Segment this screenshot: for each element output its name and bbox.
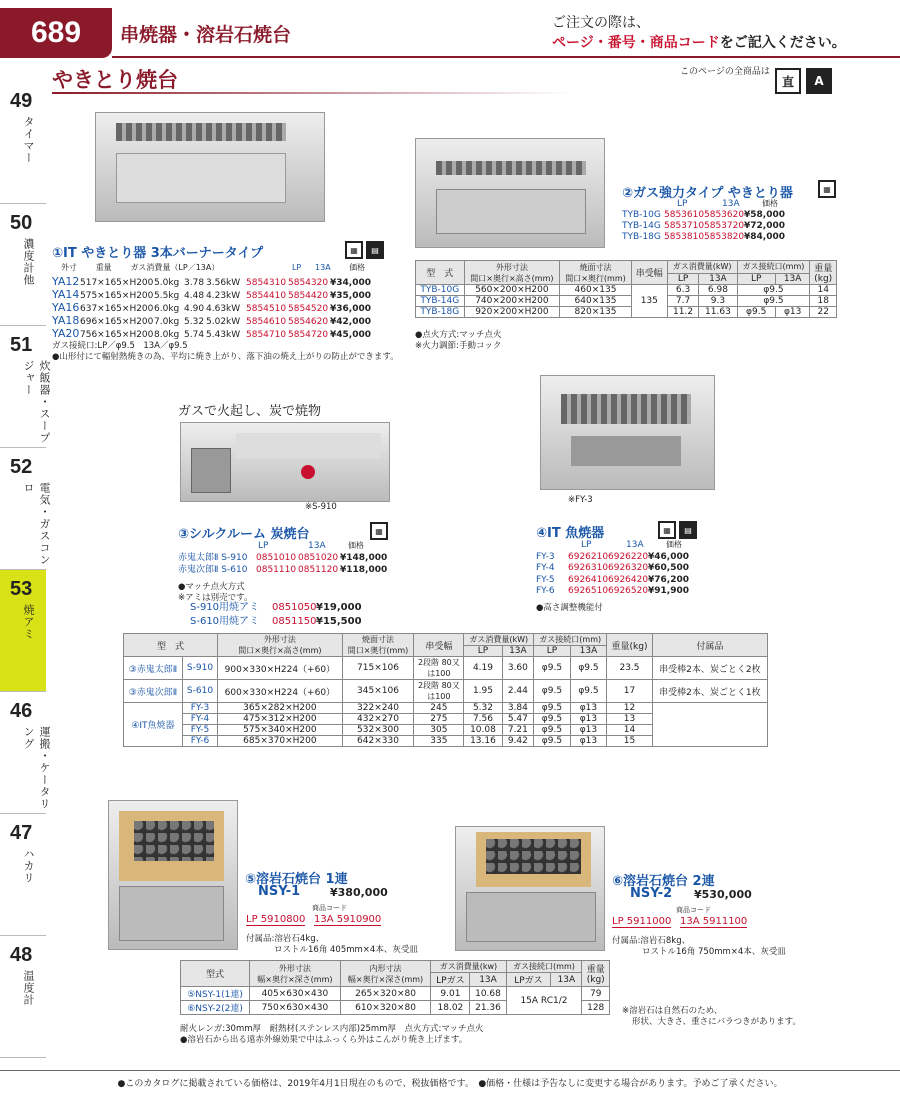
spec-table-3-4: 型 式 外形寸法 間口×奥行×高さ(mm) 焼面寸法 間口×奥行(mm) 串受幅 ガス消費量(kW) ガス接続口(mm) 重量(kg) 付属品 LP 13A LP 13A ③赤鬼太郎Ⅱ S-910 900×330×H224（+60） 715×106 2段階 80又は100 4.19 3.60 φ9.5 φ9.5 23.5 串受棒2本、炭ごとく2枚 ③赤鬼次郎Ⅱ S-610 600×330×H224（+60） 345×106 2段階 80又は100 1.95 2.44 φ9.5 φ9.5 17 串受棒2本、炭ごとく1枚 ④IT魚焼器 FY-3 365×282×H200 322×240 245 5.32 3.84 φ9.5 φ13 12 FY-4 475×312×H200 432×270 275 7.56 5.47 φ9.5 φ13 13 FY-5 575×340×H200 532×300 305 10.08 7.21 φ9.5 φ13 14 FY-6 685×370×H200 642×330 335 13.16 9.42 φ9.5 φ13 15 bbox=[123, 633, 768, 747]
product-image-nsy1 bbox=[108, 800, 238, 950]
tab-density-meter[interactable] bbox=[0, 204, 46, 326]
product2-note-ignition: ●点火方式:マッチ点火 bbox=[415, 330, 502, 340]
col-header: ガス接続口(mm) bbox=[506, 961, 582, 973]
product6-accessories-detail: ロストル16角 750mm×4本、灰受皿 bbox=[642, 947, 786, 957]
tab-transport-catering[interactable] bbox=[0, 692, 51, 814]
product6-13a-code: 13A 5911100 bbox=[680, 916, 748, 927]
product6-model: NSY-2 bbox=[630, 886, 673, 901]
tab-label: タイマー bbox=[22, 116, 35, 164]
col-header: 焼面寸法 間口×奥行(mm) bbox=[342, 634, 414, 657]
product3-note-net: ※アミは別売です。 bbox=[178, 593, 253, 603]
product-image-nsy2 bbox=[455, 826, 605, 951]
col-header: ガス消費量(kw) bbox=[431, 961, 506, 973]
tab-number: 53 bbox=[10, 578, 33, 600]
product2-icon: ▦ bbox=[818, 180, 836, 198]
order-note-line2 bbox=[552, 32, 846, 52]
product4-icon-b: ▤ bbox=[679, 521, 697, 539]
product-image-tyb bbox=[415, 138, 605, 248]
product6-code-label: 商品コード bbox=[676, 906, 711, 914]
product-image-s910 bbox=[180, 422, 390, 502]
col-header: ガス消費量(kW) bbox=[464, 634, 534, 646]
product6-accessories: 付属品:溶岩石8kg、 bbox=[612, 936, 691, 946]
product5-price: ¥380,000 bbox=[330, 886, 388, 899]
table-row: TYB-10G 58536105853620¥58,000 bbox=[622, 210, 785, 220]
product5-title: ⑤溶岩石焼台 1連 bbox=[245, 872, 348, 887]
product3-net-list bbox=[190, 601, 362, 629]
product3-title: ③シルクルーム 炭焼台 bbox=[178, 527, 310, 542]
tab-number: 50 bbox=[10, 212, 33, 234]
tab-number: 52 bbox=[10, 456, 33, 478]
table-row: FY-5 575×340×H200 532×300 305 10.08 7.21 φ9.5 φ13 14 bbox=[124, 725, 768, 736]
order-note-highlight: ページ・番号・商品コード bbox=[552, 35, 720, 51]
order-note-line1: ご注文の際は、 bbox=[552, 15, 650, 31]
product3-price-list: LP 13A 価格 赤鬼太郎Ⅱ S-910 0851010 0851020 ¥148,000 赤鬼次郎Ⅱ S-610 0851110 0851120 ¥118,000 bbox=[178, 540, 393, 576]
col-header: 外形寸法 間口×奥行×高さ(mm) bbox=[218, 634, 343, 657]
tab-number: 51 bbox=[10, 334, 33, 356]
col-header: LP bbox=[291, 263, 302, 272]
col-header: 重量 (kg) bbox=[810, 261, 837, 285]
tab-timer[interactable] bbox=[0, 82, 46, 204]
table-row: FY-4 69263106926320¥60,500 bbox=[536, 563, 689, 573]
product1-note-connection: ガス接続口:LP／φ9.5 13A／φ9.5 bbox=[52, 341, 188, 351]
product-image-fy3 bbox=[540, 375, 715, 490]
list-item: S-910用焼アミ 0851050¥19,000 bbox=[190, 602, 362, 613]
tab-rice-cooker[interactable] bbox=[0, 326, 51, 448]
table-row: ③赤鬼次郎Ⅱ S-610 600×330×H224（+60） 345×106 2段階 80又は100 1.95 2.44 φ9.5 φ9.5 17 串受棒2本、炭ごとく1枚 bbox=[124, 680, 768, 703]
truck-icon: A bbox=[806, 68, 832, 94]
col-header: 串受幅 bbox=[631, 261, 667, 285]
table-row: ③赤鬼太郎Ⅱ S-910 900×330×H224（+60） 715×106 2段階 80又は100 4.19 3.60 φ9.5 φ9.5 23.5 串受棒2本、炭ごとく2枚 bbox=[124, 657, 768, 680]
page-title: 串焼器・溶岩石焼台 bbox=[120, 24, 292, 46]
product3-icon: ▦ bbox=[370, 522, 388, 540]
col-header: 型 式 bbox=[416, 261, 465, 285]
header-rule bbox=[112, 56, 900, 58]
table-row: TYB-10G 560×200×H200 460×135 135 6.3 6.98 φ9.5 14 bbox=[416, 285, 837, 296]
table-row: FY-4 475×312×H200 432×270 275 7.56 5.47 φ9.5 φ13 13 bbox=[124, 714, 768, 725]
table-row: YA18696×165×H2007.0kg 5.32 5.02kW 5854610 5854620 ¥42,000 bbox=[52, 314, 371, 327]
list-item: S-610用焼アミ 0851150¥15,500 bbox=[190, 616, 362, 627]
tab-label: 炊飯器・スープジャー bbox=[22, 360, 51, 444]
tab-number: 48 bbox=[10, 944, 33, 966]
table-row: FY-5 69264106926420¥76,200 bbox=[536, 574, 689, 585]
product4-price-list: LP 13A 価格 FY-3 69262106926220¥46,000 FY-4 69263106926320¥60,500 FY-5 69264106926420¥76,200 FY-6 69265106926520¥91,900 bbox=[536, 539, 736, 598]
col-header: 型 式 bbox=[124, 634, 218, 657]
col-header: 重量(kg) bbox=[607, 634, 653, 657]
product1-rows bbox=[52, 276, 382, 341]
product3-note-ignition: ●マッチ点火方式 bbox=[178, 582, 245, 592]
table-row: FY-6 69265106926520¥91,900 bbox=[536, 586, 689, 596]
spec56-note-material: 耐火レンガ:30mm厚 耐熱材(ステンレス内部)25mm厚 点火方式:マッチ点火 bbox=[180, 1024, 484, 1034]
tab-number: 49 bbox=[10, 90, 33, 112]
all-items-note: このページの全商品は bbox=[680, 67, 770, 77]
table-row: YA20756×165×H2008.0kg 5.74 5.43kW 5854710 5854720 ¥45,000 bbox=[52, 327, 371, 340]
footer-note: ●このカタログに掲載されている価格は、2019年4月1日現在のもので、税抜価格です。 ●価格・仕様は予告なしに変更する場合があります。予めご了承ください。 bbox=[117, 1079, 783, 1089]
product5-model: NSY-1 bbox=[258, 884, 301, 899]
tab-label: 電気・ガスコンロ bbox=[22, 482, 51, 566]
table-row: ⑥NSY-2(2連) 750×630×430 610×320×80 18.02 21.36 128 bbox=[181, 1001, 610, 1015]
product3-image-note: ※S-910 bbox=[305, 502, 337, 512]
product4-title: ④IT 魚焼器 bbox=[536, 526, 605, 541]
table-row: TYB-14G 58537105853720¥72,000 bbox=[622, 221, 785, 231]
product1-price-table bbox=[52, 262, 382, 273]
col-header: 焼面寸法 間口×奥行(mm) bbox=[560, 261, 632, 285]
tab-number: 46 bbox=[10, 700, 33, 722]
product3-caption: ガスで火起し、炭で焼物 bbox=[178, 404, 322, 419]
col-header: 外寸 bbox=[60, 263, 77, 272]
product2-price-list: LP 13A 価格 TYB-10G 58536105853620¥58,000 TYB-14G 58537105853720¥72,000 TYB-18G 58538105853820¥84,000 bbox=[622, 198, 837, 243]
direct-ship-icon: 直 bbox=[775, 68, 801, 94]
col-header: 内形寸法 幅×奥行×深さ(mm) bbox=[340, 961, 431, 987]
col-header: ガス消費量（LP／13A） bbox=[130, 263, 220, 272]
product5-accessories: 付属品:溶岩石4kg、 bbox=[246, 934, 325, 944]
col-header: ガス接続口(mm) bbox=[737, 261, 810, 274]
product1-icon-a: ▦ bbox=[345, 241, 363, 259]
product4-image-note: ※FY-3 bbox=[568, 495, 593, 505]
product5-lp-code: LP 5910800 bbox=[246, 914, 306, 925]
product1-title: ①IT やきとり器 3本バーナータイプ bbox=[52, 246, 264, 261]
tab-label: 温度計 bbox=[22, 970, 35, 1006]
col-header: 13A bbox=[315, 263, 331, 272]
product1-note-feature: ●山形付にて輻射熱焼きの為、平均に焼き上がり、落下油の焼え上がりの防止ができます。 bbox=[52, 352, 399, 362]
section-title: やきとり焼台 bbox=[52, 68, 178, 92]
col-header: 外形寸法 幅×奥行×深さ(mm) bbox=[250, 961, 341, 987]
spec-table-5-6: 型式 外形寸法 幅×奥行×深さ(mm) 内形寸法 幅×奥行×深さ(mm) ガス消費量(kw) ガス接続口(mm) 重量 (kg) LPガス 13A LPガス 13A ⑤NSY-1(1連) 405×630×430 265×320×80 9.01 10.68 15A RC1/2 79 ⑥NSY-2(2連) 750×630×430 610×320×80 18.02 21.36 128 bbox=[180, 960, 610, 1015]
product2-title: ②ガス強力タイプ やきとり器 bbox=[622, 186, 793, 201]
tab-label: 運搬・ケータリング bbox=[22, 726, 51, 810]
product2-note-control: ※火力調節:手動コック bbox=[415, 341, 502, 351]
section-rule bbox=[52, 92, 572, 94]
col-header: 重量 bbox=[95, 263, 112, 272]
product5-code-label: 商品コード bbox=[312, 904, 347, 912]
stone-note-line1: ※溶岩石は自然石のため、 bbox=[622, 1006, 723, 1016]
product-image-ya bbox=[95, 112, 325, 222]
col-header: 型式 bbox=[181, 961, 250, 987]
spec56-note-feature: ●溶岩石から出る遠赤外線効果で中はふっくら外はこんがり焼き上げます。 bbox=[180, 1035, 468, 1045]
col-header: 串受幅 bbox=[414, 634, 464, 657]
page-number: 689 bbox=[0, 8, 112, 58]
col-header: ガス消費量(kW) bbox=[667, 261, 737, 274]
table-row: TYB-14G 740×200×H200 640×135 7.7 9.3 φ9.5 18 bbox=[416, 296, 837, 307]
table-row: YA16637×165×H2006.0kg 4.90 4.63kW 5854510 5854520 ¥36,000 bbox=[52, 301, 371, 314]
table-row: 赤鬼次郎Ⅱ S-610 0851110 0851120 ¥118,000 bbox=[178, 565, 388, 575]
table-row: YA12517×165×H2005.0kg 3.78 3.56kW 5854310 5854320 ¥34,000 bbox=[52, 275, 371, 288]
table-row: 赤鬼太郎Ⅱ S-910 0851010 0851020 ¥148,000 bbox=[178, 553, 388, 563]
product6-price: ¥530,000 bbox=[694, 888, 752, 901]
tab-number: 47 bbox=[10, 822, 33, 844]
table-row: TYB-18G 58538105853820¥84,000 bbox=[622, 232, 785, 242]
tab-label: ハカリ bbox=[22, 848, 35, 884]
tab-scale[interactable] bbox=[0, 814, 46, 936]
col-header: 付属品 bbox=[652, 634, 767, 657]
table-row: ④IT魚焼器 FY-3 365×282×H200 322×240 245 5.32 3.84 φ9.5 φ13 12 bbox=[124, 703, 768, 714]
col-header: 価格 bbox=[349, 263, 366, 272]
product2-spec-table: 型 式 外形寸法 間口×奥行×高さ(mm) 焼面寸法 間口×奥行(mm) 串受幅 ガス消費量(kW) ガス接続口(mm) 重量 (kg) LP 13A LP 13A TYB-10G 560×200×H200 460×135 135 6.3 6.98 φ9.5 14 TYB-14G 740×200×H200 640×135 7.7 9.3 φ9.5 18 TYB-18G 920×200×H200 820×135 11.2 11.63 φ9.5 φ13 22 bbox=[415, 260, 837, 318]
product6-lp-code: LP 5911000 bbox=[612, 916, 672, 927]
table-row: YA14575×165×H2005.5kg 4.48 4.23kW 5854410 5854420 ¥35,000 bbox=[52, 288, 371, 301]
product5-13a-code: 13A 5910900 bbox=[314, 914, 382, 925]
product1-icon-b: ▤ bbox=[366, 241, 384, 259]
tab-label: 焼アミ bbox=[22, 604, 35, 640]
product4-note: ●高さ調整機能付 bbox=[536, 603, 603, 613]
table-row: FY-6 685×370×H200 642×330 335 13.16 9.42 φ9.5 φ13 15 bbox=[124, 736, 768, 747]
stone-note-line2: 形状、大きさ、重さにバラつきがあります。 bbox=[632, 1017, 801, 1027]
col-header: 重量 (kg) bbox=[582, 961, 610, 987]
product5-accessories-detail: ロストル16角 405mm×4本、灰受皿 bbox=[274, 945, 418, 955]
tab-grill-net[interactable] bbox=[0, 570, 46, 692]
tab-thermometer[interactable] bbox=[0, 936, 46, 1058]
product6-title: ⑥溶岩石焼台 2連 bbox=[612, 874, 715, 889]
product4-icon-a: ▦ bbox=[658, 521, 676, 539]
footer-rule bbox=[0, 1070, 900, 1071]
col-header: 外形寸法 間口×奥行×高さ(mm) bbox=[464, 261, 560, 285]
col-header: ガス接続口(mm) bbox=[534, 634, 607, 646]
tab-label: 濃度計他 bbox=[22, 238, 35, 286]
tab-electric-gas-stove[interactable] bbox=[0, 448, 51, 570]
table-row: FY-3 69262106926220¥46,000 bbox=[536, 551, 689, 562]
table-row: ⑤NSY-1(1連) 405×630×430 265×320×80 9.01 10.68 15A RC1/2 79 bbox=[181, 987, 610, 1001]
order-note-rest: をご記入ください。 bbox=[719, 35, 846, 51]
table-row: TYB-18G 920×200×H200 820×135 11.2 11.63 φ9.5 φ13 22 bbox=[416, 307, 837, 318]
